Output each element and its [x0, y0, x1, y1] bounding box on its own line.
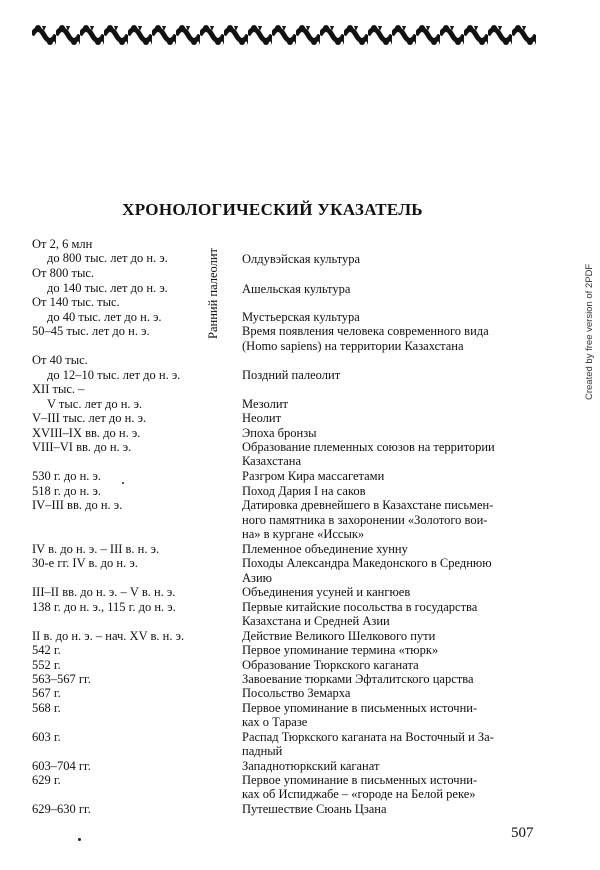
entry-event: Поход Дария I на саков [242, 484, 366, 498]
entry-event: Мезолит [242, 397, 288, 411]
entry-event: Азию [242, 571, 272, 585]
entry-event: падный [242, 744, 283, 758]
entry-date: 568 г. [32, 701, 61, 715]
entry-event: Время появления человека современного вида [242, 324, 489, 338]
scan-speck [122, 482, 124, 484]
entry-date: 138 г. до н. э., 115 г. до н. э. [32, 600, 176, 614]
entry-date: II в. до н. э. – нач. XV в. н. э. [32, 629, 185, 643]
entry-date: до 800 тыс. лет до н. э. [47, 251, 168, 265]
entry-event: ного памятника в захоронении «Золотого вои- [242, 513, 488, 527]
scan-speck [78, 838, 81, 841]
entry-event: Образование племенных союзов на территории [242, 440, 495, 454]
entry-date: 552 г. [32, 658, 61, 672]
entry-date: 603–704 гг. [32, 759, 91, 773]
entry-event: Западнотюркский каганат [242, 759, 380, 773]
entry-date: 567 г. [32, 686, 61, 700]
entry-event: Неолит [242, 411, 282, 425]
entry-event: Первое упоминание термина «тюрк» [242, 643, 439, 657]
entry-event: (Homo sapiens) на территории Казахстана [242, 339, 464, 353]
entry-event: Поздний палеолит [242, 368, 341, 382]
entry-date: 50–45 тыс. лет до н. э. [32, 324, 150, 338]
entry-event: Первое упоминание в письменных источни- [242, 773, 478, 787]
entry-event: Действие Великого Шелкового пути [242, 629, 436, 643]
entry-date: От 800 тыс. [32, 266, 95, 280]
entry-event: Посольство Земарха [242, 686, 351, 700]
entry-date: 518 г. до н. э. [32, 484, 102, 498]
entry-event: ках об Испиджабе – «городе на Белой реке» [242, 787, 476, 801]
entry-event: Казахстана и Средней Азии [242, 614, 390, 628]
entry-event: Распад Тюркского каганата на Восточный и За- [242, 730, 494, 744]
entry-date: 629 г. [32, 773, 61, 787]
entry-event: на» в кургане «Иссык» [242, 527, 365, 541]
entry-event: Разгром Кира массагетами [242, 469, 385, 483]
entry-date: до 40 тыс. лет до н. э. [47, 310, 162, 324]
entry-event: Первые китайские посольства в государства [242, 600, 478, 614]
entry-event: Ашельская культура [242, 282, 351, 296]
entry-date: VIII–VI вв. до н. э. [32, 440, 132, 454]
entry-date: V–III тыс. лет до н. э. [32, 411, 147, 425]
entry-date: 530 г. до н. э. [32, 469, 102, 483]
entry-event: Первое упоминание в письменных источни- [242, 701, 478, 715]
entry-date: IV–III вв. до н. э. [32, 498, 123, 512]
entry-date: От 40 тыс. [32, 353, 88, 367]
entry-date: 30-е гг. IV в. до н. э. [32, 556, 138, 570]
era-label: Ранний палеолит [206, 248, 220, 340]
entry-event: Образование Тюркского каганата [242, 658, 419, 672]
entry-date: XVIII–IX вв. до н. э. [32, 426, 141, 440]
entry-date: V тыс. лет до н. э. [47, 397, 143, 411]
entry-date: 542 г. [32, 643, 61, 657]
entry-date: XII тыс. – [32, 382, 85, 396]
entry-date: III–II вв. до н. э. – V в. н. э. [32, 585, 176, 599]
entry-date: От 140 тыс. тыс. [32, 295, 120, 309]
entry-date: 629–630 гг. [32, 802, 91, 816]
entry-event: Олдувэйская культура [242, 252, 361, 266]
page-number: 507 [511, 825, 534, 841]
entry-event: Эпоха бронзы [242, 426, 317, 440]
entry-event: Племенное объединение хунну [242, 542, 408, 556]
entry-event: ках о Таразе [242, 715, 308, 729]
entry-event: Походы Александра Македонского в Среднюю [242, 556, 492, 570]
entry-date: до 12–10 тыс. лет до н. э. [47, 368, 181, 382]
entry-event: Казахстана [242, 454, 302, 468]
page-title: ХРОНОЛОГИЧЕСКИЙ УКАЗАТЕЛЬ [122, 200, 423, 219]
entry-event: Объединения усуней и кангюев [242, 585, 411, 599]
entry-date: до 140 тыс. лет до н. э. [47, 281, 168, 295]
ornament-border [32, 22, 536, 48]
entry-date: IV в. до н. э. – III в. н. э. [32, 542, 160, 556]
entry-date: 563–567 гг. [32, 672, 91, 686]
watermark-text: Created by free version of 2PDF [584, 263, 595, 400]
entry-event: Путешествие Сюань Цзана [242, 802, 387, 816]
entry-event: Мустьерская культура [242, 310, 360, 324]
entry-date: 603 г. [32, 730, 61, 744]
entry-event: Датировка древнейшего в Казахстане письмен- [242, 498, 494, 512]
entry-event: Завоевание тюрками Эфталитского царства [242, 672, 474, 686]
entry-date: От 2, 6 млн [32, 237, 93, 251]
